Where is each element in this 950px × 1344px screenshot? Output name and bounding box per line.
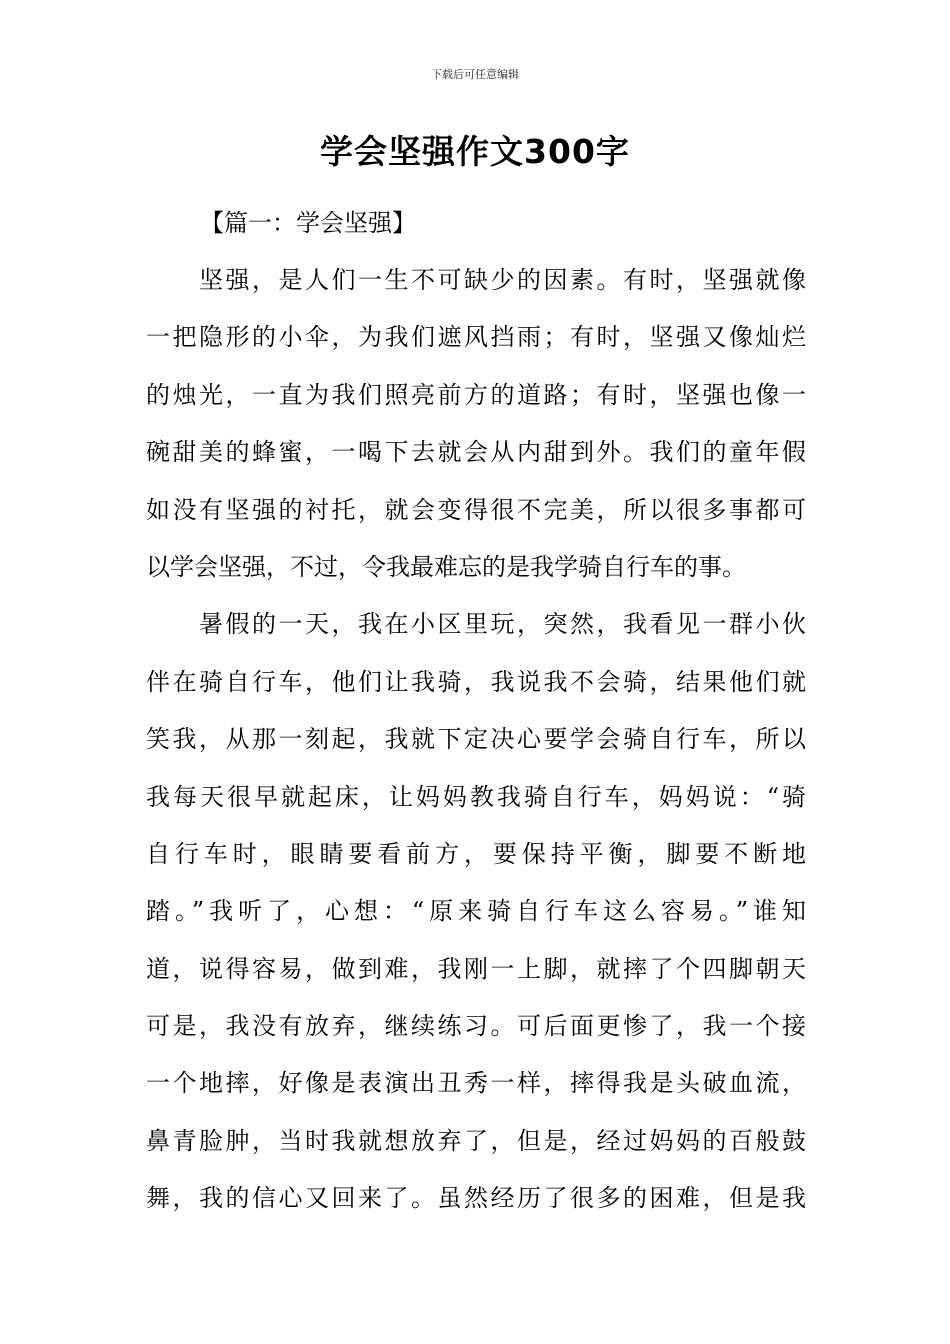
paragraph-2-line-2: 伴在骑自行车，他们让我骑，我说我不会骑，结果他们就 [146,667,806,696]
paragraph-2-line-5: 自行车时，眼睛要看前方，要保持平衡，脚要不断地 [146,839,806,868]
paragraph-2-line-7: 道，说得容易，做到难，我刚一上脚，就摔了个四脚朝天 [146,954,806,983]
paragraph-2-line-4: 我每天很早就起床，让妈妈教我骑自行车，妈妈说：“骑 [146,782,806,811]
paragraph-2-line-6: 踏。”我听了，心想：“原来骑自行车这么容易。”谁知 [146,897,806,926]
paragraph-1-line-3: 的烛光，一直为我们照亮前方的道路；有时，坚强也像一 [146,380,806,409]
paragraph-1-line-4: 碗甜美的蜂蜜，一喝下去就会从内甜到外。我们的童年假 [146,438,806,467]
paragraph-1-line-1: 坚强，是人们一生不可缺少的因素。有时，坚强就像 [199,266,806,294]
paragraph-2-line-10: 鼻青脸肿，当时我就想放弃了，但是，经过妈妈的百般鼓 [146,1126,806,1155]
paragraph-1-line-2: 一把隐形的小伞，为我们遮风挡雨；有时，坚强又像灿烂 [146,323,806,352]
paragraph-1-line-5: 如没有坚强的衬托，就会变得很不完美，所以很多事都可 [146,495,806,524]
body-text [146,252,806,1228]
section-heading: 【篇一：学会坚强】 [200,209,416,237]
paragraph-2-line-8: 可是，我没有放弃，继续练习。可后面更惨了，我一个接 [146,1012,806,1041]
header-note: 下载后可任意编辑 [431,68,519,81]
paragraph-1-line-6: 以学会坚强，不过，令我最难忘的是我学骑自行车的事。 [146,552,746,581]
paragraph-2-line-1: 暑假的一天，我在小区里玩，突然，我看见一群小伙 [199,610,806,639]
paragraph-2-line-11: 舞，我的信心又回来了。虽然经历了很多的困难，但是我 [146,1184,806,1213]
paragraph-2-line-3: 笑我，从那一刻起，我就下定决心要学会骑自行车，所以 [146,725,806,754]
document-title: 学会坚强作文300字 [320,132,630,171]
paragraph-2-line-9: 一个地摔，好像是表演出丑秀一样，摔得我是头破血流， [146,1069,806,1098]
